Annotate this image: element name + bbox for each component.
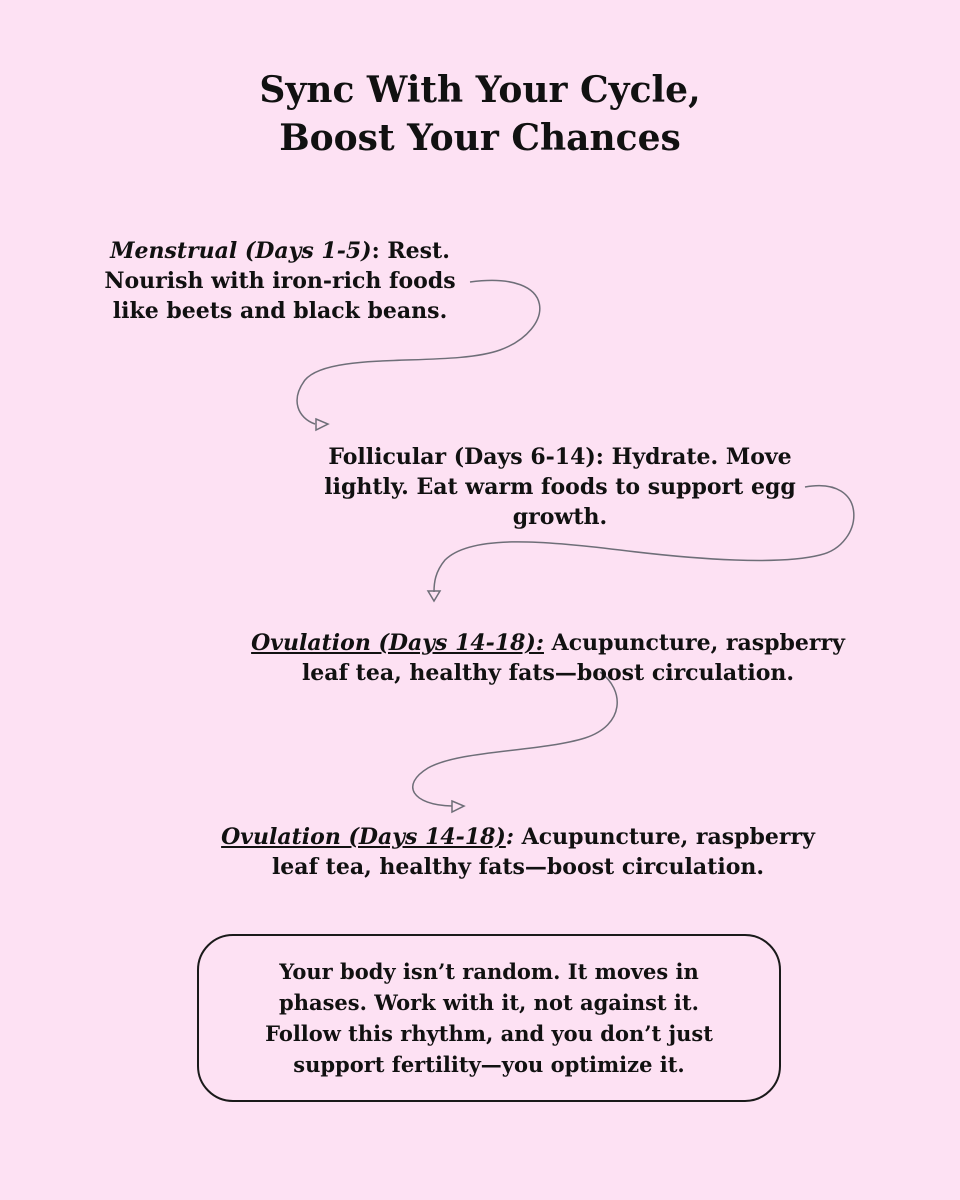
phase-ovulation-repeat-colon: : xyxy=(505,824,514,850)
phase-menstrual xyxy=(80,236,480,326)
phase-ovulation xyxy=(248,628,848,688)
phase-ovulation-repeat xyxy=(218,822,818,882)
phase-follicular-text: Follicular (Days 6-14): Hydrate. Move lightly. Eat warm foods to support egg growth. xyxy=(324,444,796,530)
phase-menstrual-label: Menstrual (Days 1-5) xyxy=(110,238,372,264)
phase-follicular xyxy=(320,442,800,532)
phase-ovulation-text: Acupuncture, raspberry leaf tea, healthy fats—boost circulation. xyxy=(301,630,845,686)
arrowhead-3-icon xyxy=(452,801,464,812)
summary-box xyxy=(197,934,781,1102)
flow-arrow-3 xyxy=(413,672,617,806)
title-line-1: Sync With Your Cycle, xyxy=(259,69,701,111)
arrowhead-2-icon xyxy=(428,591,440,601)
phase-ovulation-label: Ovulation (Days 14-18): xyxy=(251,630,544,656)
phase-ovulation-repeat-text: Acupuncture, raspberry leaf tea, healthy fats—boost circulation. xyxy=(271,824,815,880)
phase-ovulation-repeat-label: Ovulation (Days 14-18) xyxy=(221,824,506,850)
phase-menstrual-text: : Rest. Nourish with iron-rich foods like beets and black beans. xyxy=(104,238,456,324)
summary-text: Your body isn’t random. It moves in phases. Work with it, not against it. Follow this rhythm, and you don’t just support fertility—you optimize it. xyxy=(265,959,713,1077)
arrowhead-1-icon xyxy=(316,419,328,430)
title-line-2: Boost Your Chances xyxy=(279,117,681,159)
